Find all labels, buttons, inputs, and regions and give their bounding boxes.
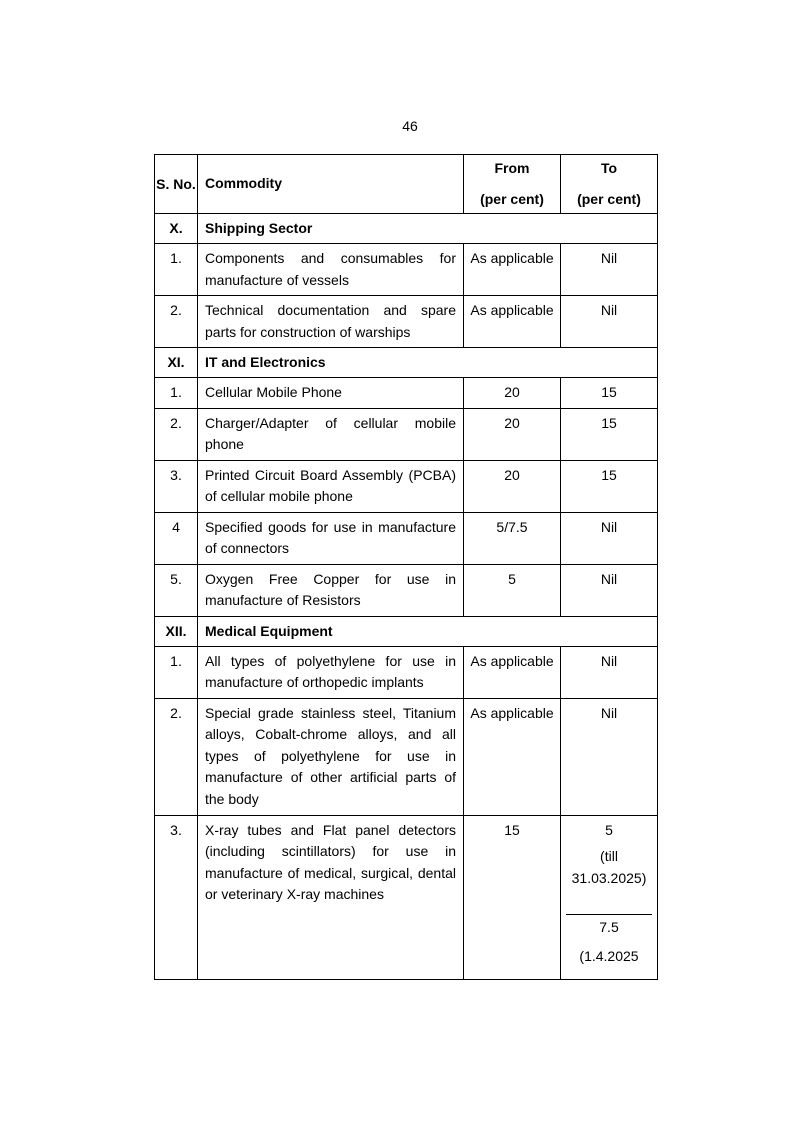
table-row <box>155 564 658 616</box>
row-commodity: Components and consumables for manufacture of vessels <box>198 244 464 296</box>
section-title: Shipping Sector <box>198 214 658 244</box>
row-sno: 2. <box>155 698 198 815</box>
header-from-unit: (per cent) <box>480 190 544 207</box>
row-commodity: Printed Circuit Board Assembly (PCBA) of cellular mobile phone <box>198 460 464 512</box>
row-from: 20 <box>464 460 561 512</box>
row-commodity: Charger/Adapter of cellular mobile phone <box>198 408 464 460</box>
row-to-rate-1-note: (till 31.03.2025) <box>571 848 647 886</box>
row-sno: 1. <box>155 646 198 698</box>
row-to-rate-1: 5 <box>605 821 613 838</box>
row-from: 5 <box>464 564 561 616</box>
section-number: X. <box>155 214 198 244</box>
row-sno: 3. <box>155 815 198 979</box>
row-sno: 5. <box>155 564 198 616</box>
row-sno: 1. <box>155 244 198 296</box>
row-commodity: All types of polyethylene for use in manufacture of orthopedic implants <box>198 646 464 698</box>
row-to: Nil <box>561 244 658 296</box>
header-commodity: Commodity <box>198 155 464 214</box>
row-from: 5/7.5 <box>464 512 561 564</box>
row-to: Nil <box>561 296 658 348</box>
header-to-label: To <box>600 160 618 176</box>
row-from: As applicable <box>464 244 561 296</box>
table-row <box>155 378 658 409</box>
row-sno: 3. <box>155 460 198 512</box>
section-row-shipping <box>155 214 658 244</box>
header-sno: S. No. <box>155 155 198 214</box>
row-from: As applicable <box>464 296 561 348</box>
table-row <box>155 698 658 815</box>
row-commodity: Specified goods for use in manufacture of connectors <box>198 512 464 564</box>
row-commodity: X-ray tubes and Flat panel detectors (including scintillators) for use in manufacture of medical, surgical, dental or veterinary X-ray machines <box>198 815 464 979</box>
row-commodity: Technical documentation and spare parts for construction of warships <box>198 296 464 348</box>
row-to: Nil <box>561 512 658 564</box>
row-to: Nil <box>561 564 658 616</box>
row-from: 20 <box>464 378 561 409</box>
row-sno: 1. <box>155 378 198 409</box>
row-to <box>561 815 658 979</box>
section-title: Medical Equipment <box>198 616 658 646</box>
row-to: Nil <box>561 646 658 698</box>
row-to: 15 <box>561 378 658 409</box>
section-number: XI. <box>155 348 198 378</box>
row-commodity: Cellular Mobile Phone <box>198 378 464 409</box>
page-number: 46 <box>402 118 418 134</box>
section-row-medical-equipment <box>155 616 658 646</box>
header-row <box>155 155 658 214</box>
row-to-rate-2: 7.5 <box>599 919 619 935</box>
header-from-label: From <box>494 160 530 176</box>
row-commodity: Special grade stainless steel, Titanium alloys, Cobalt-chrome alloys, and all types of polyethylene for use in manufacture of other artificial parts of the body <box>198 698 464 815</box>
table-row <box>155 512 658 564</box>
row-from: As applicable <box>464 646 561 698</box>
row-to: 15 <box>561 460 658 512</box>
row-commodity: Oxygen Free Copper for use in manufacture of Resistors <box>198 564 464 616</box>
section-row-it-electronics <box>155 348 658 378</box>
section-title: IT and Electronics <box>198 348 658 378</box>
section-number: XII. <box>155 616 198 646</box>
header-to-unit: (per cent) <box>577 190 641 207</box>
row-sno: 2. <box>155 408 198 460</box>
table-row <box>155 646 658 698</box>
table-row <box>155 460 658 512</box>
row-to: 15 <box>561 408 658 460</box>
row-to: Nil <box>561 698 658 815</box>
table-row <box>155 408 658 460</box>
rate-divider <box>566 914 652 915</box>
row-sno: 4 <box>155 512 198 564</box>
customs-duty-table <box>154 154 658 980</box>
row-sno: 2. <box>155 296 198 348</box>
row-from: 20 <box>464 408 561 460</box>
header-from <box>464 155 561 214</box>
row-from: 15 <box>464 815 561 979</box>
table-row <box>155 244 658 296</box>
row-from: As applicable <box>464 698 561 815</box>
table-row <box>155 296 658 348</box>
header-to <box>561 155 658 214</box>
row-to-rate-2-note: (1.4.2025 <box>579 947 639 964</box>
table-row <box>155 815 658 979</box>
